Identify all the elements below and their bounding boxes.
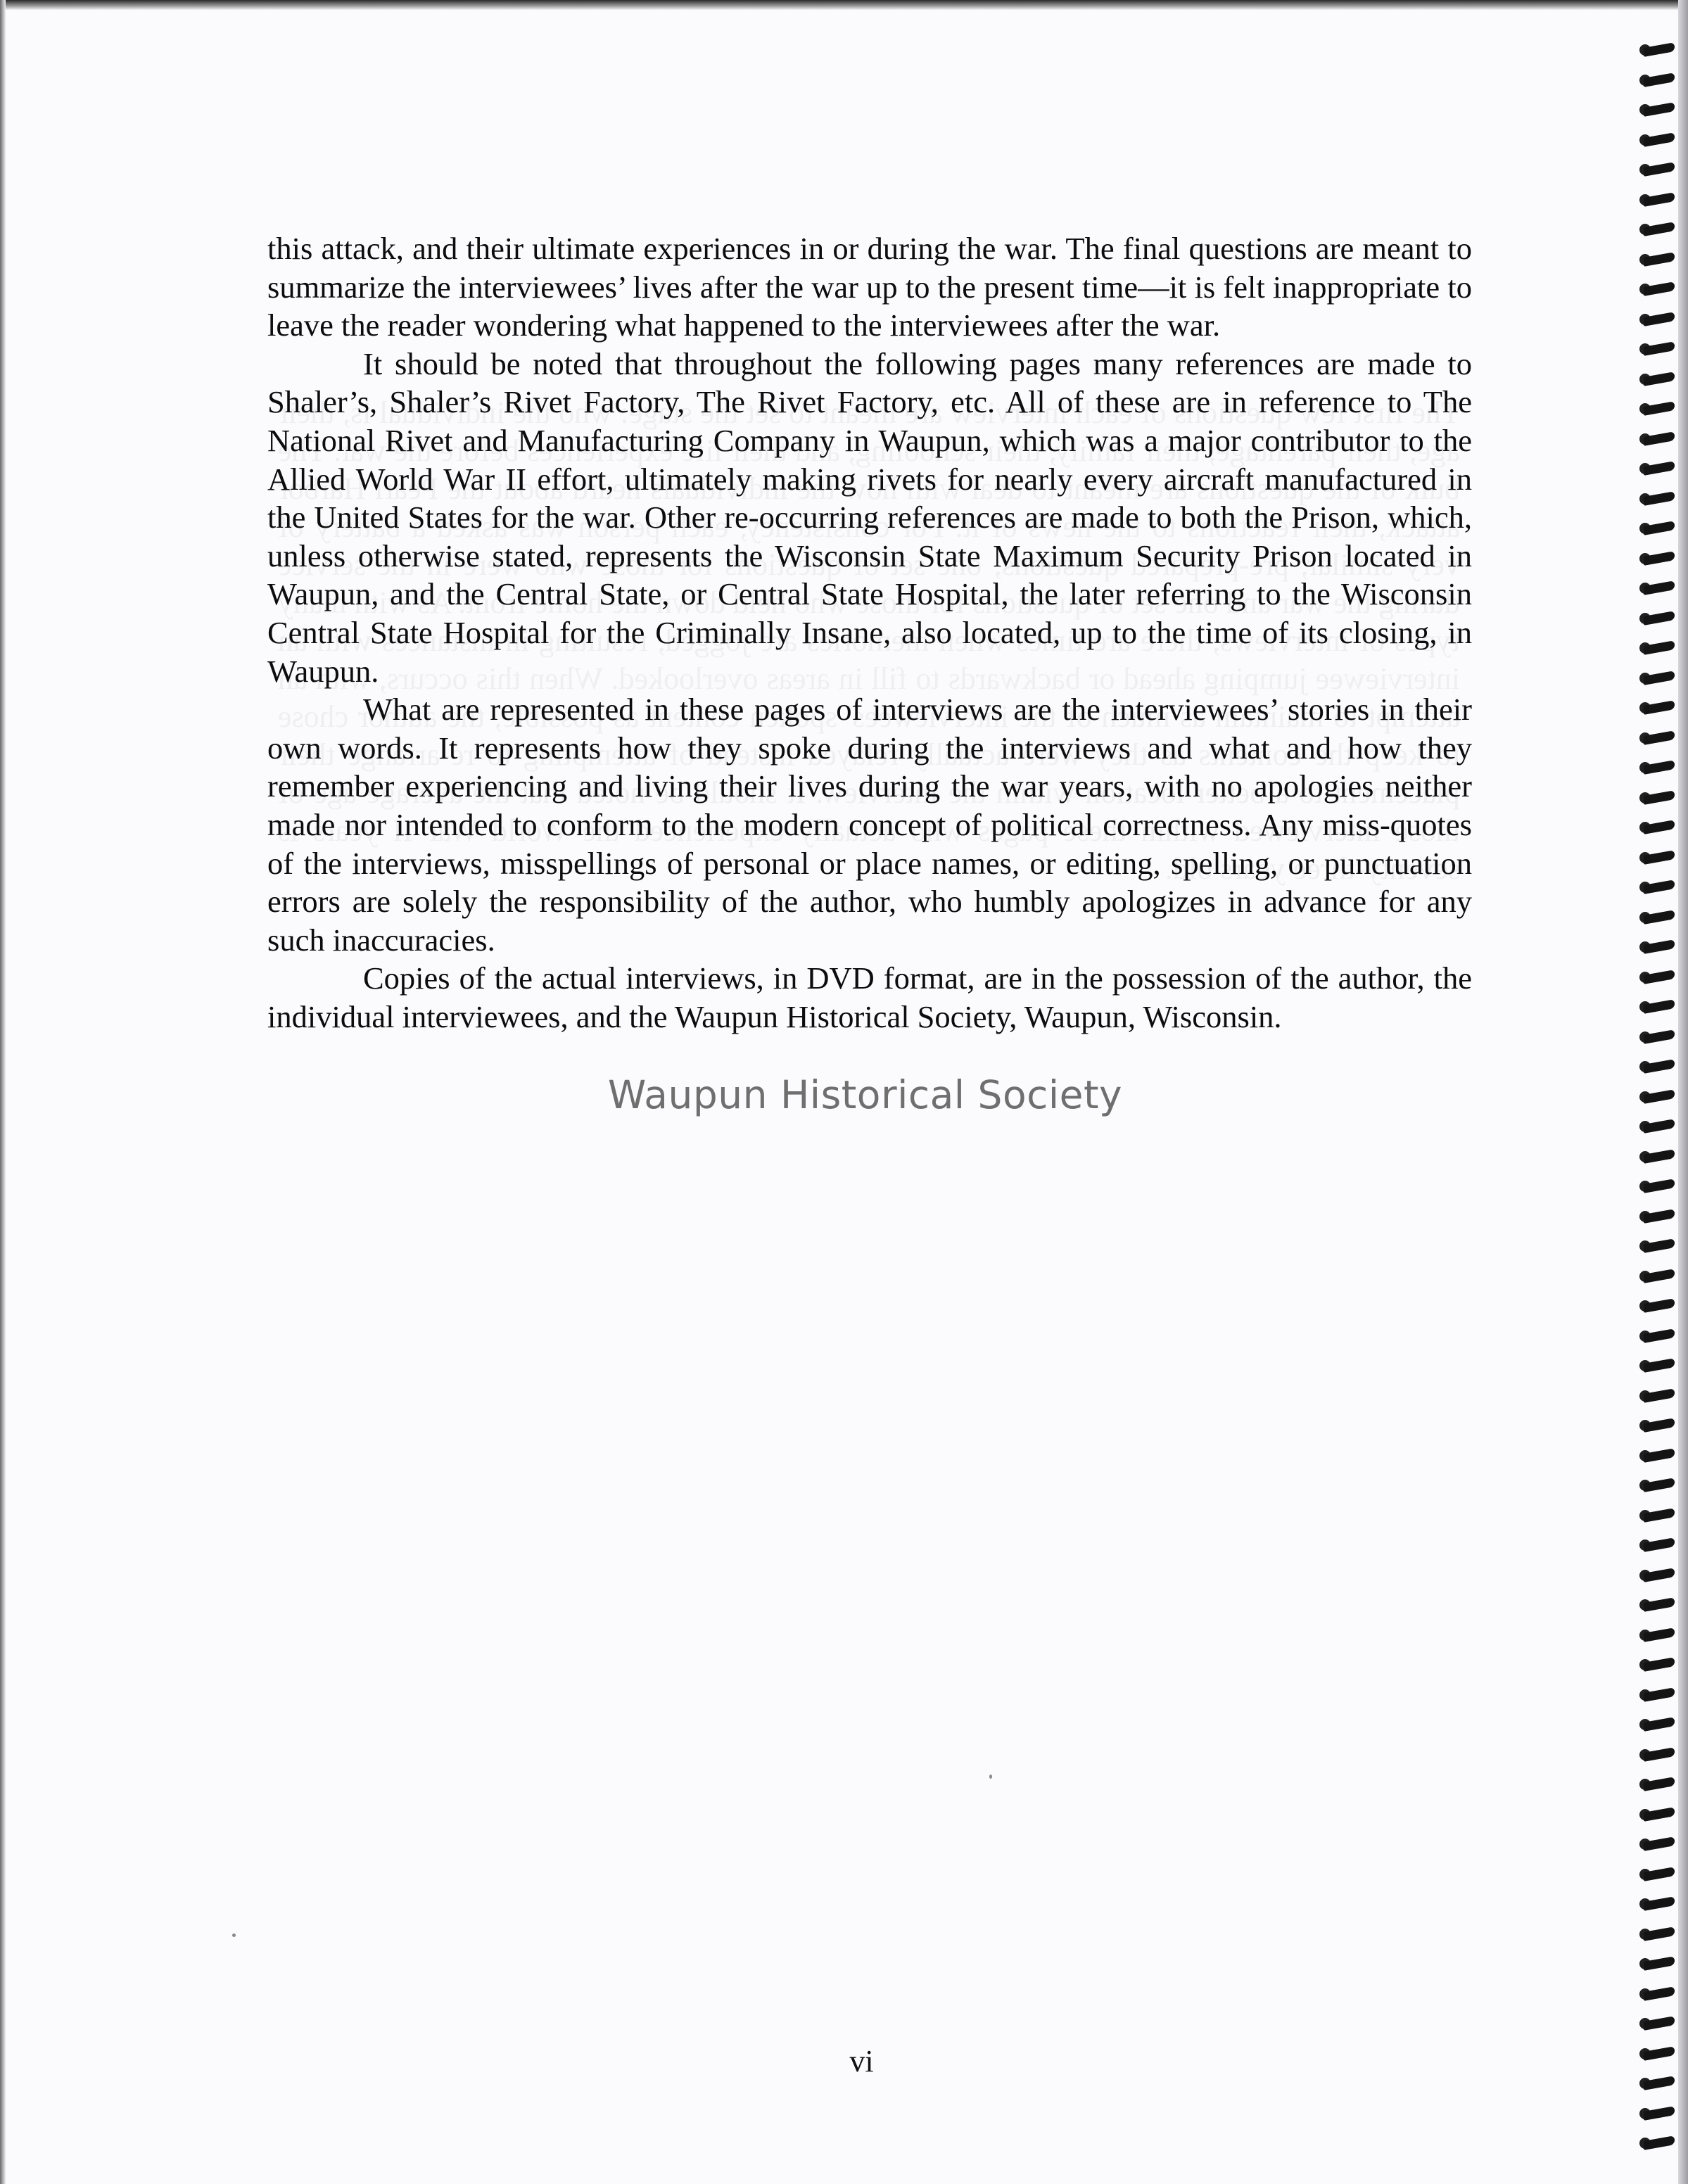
binding-coil <box>1639 1747 1683 1764</box>
binding-coil <box>1639 1986 1683 2003</box>
binding-coil <box>1639 939 1683 956</box>
binding-coil <box>1639 491 1683 508</box>
binding-coil <box>1639 72 1683 89</box>
binding-coil <box>1639 999 1683 1016</box>
paragraph-interviewee-stories: What are represented in these pages of interviews are the interviewees’ stories in their own words. It represents how they spoke during the interviews and what and how they remember experiencing and living their lives during the war years, with no apologies neither made nor intended to conform to the modern concept of political correctness. Any miss-quotes of the interviews, misspellings of personal or place names, or editing, spelling, or punctuation errors are solely the responsibility of the author, who humbly apologizes in advance for any such inaccuracies. <box>267 692 1472 958</box>
dust-speck <box>989 1775 992 1779</box>
binding-coil <box>1639 192 1683 209</box>
binding-coil <box>1639 162 1683 179</box>
binding-coil <box>1639 1926 1683 1943</box>
binding-coil <box>1639 640 1683 657</box>
binding-coil <box>1639 671 1683 687</box>
binding-coil <box>1639 850 1683 867</box>
paragraph-continued: this attack, and their ultimate experiences in or during the war. The final questions are meant to summarize the interviewees’ lives after the war up to the present time—it is felt inappropriate to leave the reader wondering what happened to the interviewees after the war. <box>267 231 1472 343</box>
binding-coil <box>1639 1209 1683 1226</box>
binding-coil <box>1639 312 1683 329</box>
binding-coil <box>1639 820 1683 837</box>
binding-coil <box>1639 580 1683 597</box>
binding-coil <box>1639 730 1683 747</box>
binding-coil <box>1639 102 1683 119</box>
binding-coil <box>1639 1298 1683 1315</box>
binding-coil <box>1639 1508 1683 1525</box>
binding-coil <box>1639 1836 1683 1853</box>
binding-coil <box>1639 341 1683 358</box>
binding-coil <box>1639 461 1683 478</box>
binding-coil <box>1639 1238 1683 1255</box>
binding-coil <box>1639 42 1683 59</box>
binding-coil <box>1639 2135 1683 2152</box>
binding-coil <box>1639 132 1683 149</box>
binding-coil <box>1639 401 1683 418</box>
binding-coil <box>1639 760 1683 777</box>
binding-coil <box>1639 222 1683 239</box>
dust-speck <box>232 1934 236 1937</box>
binding-coil <box>1639 1777 1683 1793</box>
binding-coil <box>1639 1568 1683 1585</box>
binding-coil <box>1639 1448 1683 1465</box>
binding-coil <box>1639 1867 1683 1884</box>
binding-coil <box>1639 2016 1683 2033</box>
binding-coil <box>1639 2106 1683 2123</box>
binding-coil <box>1639 1478 1683 1494</box>
binding-coil <box>1639 372 1683 388</box>
binding-coil <box>1639 1269 1683 1285</box>
binding-coil <box>1639 1807 1683 1824</box>
binding-coil <box>1639 252 1683 269</box>
binding-coil <box>1639 1179 1683 1195</box>
binding-coil <box>1639 1328 1683 1345</box>
binding-coil <box>1639 970 1683 986</box>
paragraph-rivet-factory: It should be noted that throughout the following pages many references are made to Shaler’s, Shaler’s Rivet Factory, The Rivet Factory, etc. All of these are in reference to The National Rivet and Manufacturing Company in Waupun, which was a major contributor to the Allied World War II effort, ultimately making rivets for nearly every aircraft manufactured in the United States for the war. Other re-occurring references are made to both the Prison, which, unless otherwise stated, represents the Wisconsin State Maximum Security Prison located in Waupun, and the Central State, or Central State Hospital, the later referring to the Wisconsin Central State Hospital for the Criminally Insane, also located, up to the time of its closing, in Waupun. <box>267 345 1472 689</box>
binding-coil <box>1639 1358 1683 1375</box>
binding-coil <box>1639 281 1683 298</box>
binding-coil <box>1639 700 1683 717</box>
binding-coil <box>1639 1537 1683 1554</box>
binding-coil <box>1639 1119 1683 1136</box>
binding-coil <box>1639 521 1683 538</box>
binding-coil <box>1639 1896 1683 1913</box>
binding-coil <box>1639 431 1683 448</box>
binding-coil <box>1639 1657 1683 1674</box>
paragraph-dvd-copies: Copies of the actual interviews, in DVD format, are in the possession of the author, the individual interviewees, and the Waupun Historical Society, Waupun, Wisconsin. <box>267 960 1472 1034</box>
binding-coil <box>1639 1717 1683 1734</box>
binding-coil <box>1639 611 1683 628</box>
binding-coil <box>1639 1149 1683 1166</box>
binding-coil <box>1639 1597 1683 1614</box>
binding-coil <box>1639 790 1683 807</box>
binding-coil <box>1639 880 1683 896</box>
body-text <box>267 229 1472 1036</box>
binding-coil <box>1639 1956 1683 1973</box>
binding-coil <box>1639 551 1683 568</box>
page-number: vi <box>849 2044 874 2078</box>
binding-coil <box>1639 1687 1683 1704</box>
scan-top-edge <box>0 0 1688 10</box>
binding-coil <box>1639 1418 1683 1435</box>
binding-coil <box>1639 1627 1683 1644</box>
binding-coil <box>1639 1388 1683 1405</box>
binding-coil <box>1639 1029 1683 1046</box>
binding-coil <box>1639 910 1683 927</box>
watermark: Waupun Historical Society <box>607 1072 1123 1117</box>
